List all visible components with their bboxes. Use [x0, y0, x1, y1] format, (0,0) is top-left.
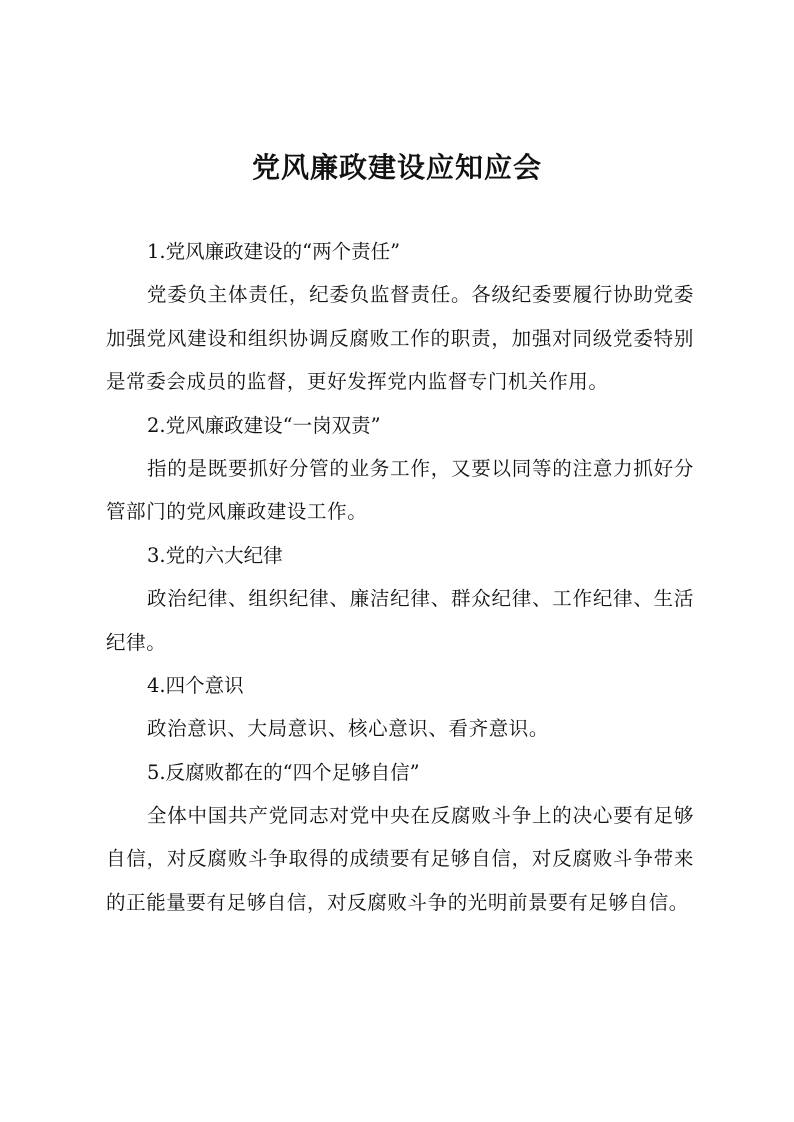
section-four-confidences: [106, 751, 694, 925]
document-body: [106, 230, 694, 925]
document-title: 党风廉政建设应知应会: [251, 151, 542, 184]
section-heading: 3.党的六大纪律: [147, 543, 283, 567]
section-heading: 2.党风廉政建设“一岗双责”: [147, 413, 381, 437]
section-paragraph: 党委负主体责任，纪委负监督责任。各级纪委要履行协助党委加强党风建设和组织协调反腐败工作的职责，加强对同级党委特别是常委会成员的监督，更好发挥党内监督专门机关作用。: [106, 283, 694, 394]
section-six-disciplines: [106, 534, 694, 664]
section-heading: 4.四个意识: [147, 674, 244, 698]
section-heading: 1.党风廉政建设的“两个责任”: [147, 240, 401, 263]
section-four-consciousness: [106, 664, 694, 751]
section-one-post-two-duties: [106, 404, 694, 534]
section-paragraph: 指的是既要抓好分管的业务工作，又要以同等的注意力抓好分管部门的党风廉政建设工作。: [106, 456, 694, 524]
section-paragraph: 全体中国共产党同志对党中央在反腐败斗争上的决心要有足够自信，对反腐败斗争取得的成绩要有足够自信，对反腐败斗争带来的正能量要有足够自信，对反腐败斗争的光明前景要有足够自信。: [106, 803, 694, 914]
section-paragraph: 政治意识、大局意识、核心意识、看齐意识。: [147, 717, 550, 741]
section-two-responsibilities: [106, 230, 694, 404]
section-heading: 5.反腐败都在的“四个足够自信”: [147, 760, 420, 784]
section-paragraph: 政治纪律、组织纪律、廉洁纪律、群众纪律、工作纪律、生活纪律。: [106, 586, 694, 654]
